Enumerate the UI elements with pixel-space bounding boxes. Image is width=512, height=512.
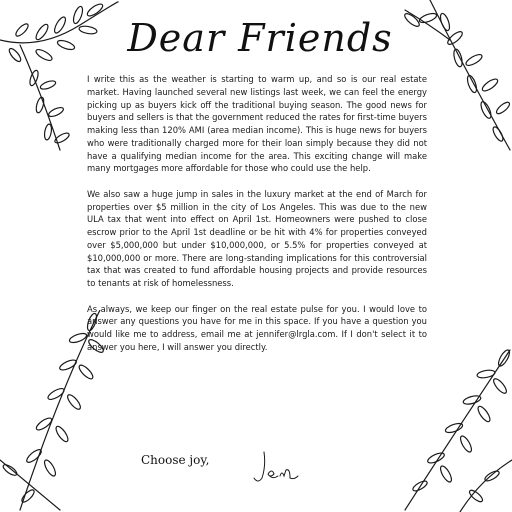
letter-paragraph: As always, we keep our finger on the real estate pulse for you. I would love to answer any questions you have for me in this space. If you have a question you would like me to address, email me at jennifer@lrgla.com. If I don't select it to answer you here, I will answer you directly. — [87, 303, 427, 352]
signature — [250, 448, 300, 488]
letter-closing: Choose joy, — [141, 453, 210, 467]
letter-title: Dear Friends — [127, 16, 393, 60]
letter-body — [87, 73, 427, 366]
letter-paragraph: We also saw a huge jump in sales in the luxury market at the end of March for properties over $5 million in the city of Los Angeles. This was due to the new ULA tax that went into effect on April 1st. Homeowners were pushed to close escrow prior to the April 1st deadline or be hit with 4% for properties conveyed over $5,000,000 but under $10,000,000, or 5.5% for properties conveyed at $10,000,000 or more. There are long-standing implications for this controversial tax that was created to fund affordable housing projects and provide resources to tenants at risk of homelessness. — [87, 188, 427, 288]
letter-paragraph: I write this as the weather is starting to warm up, and so is our real estate market. Having launched several new listings last week, we can feel the energy picking up as buyers kick off the traditional buying season. The good news for buyers and sellers is that the government reduced the rates for first-time buyers making less than 120% AMI (area median income). This is huge news for buyers who were traditionally charged more for their loan simply because they did not have a qualifying median income for the area. This exciting change will make many mortgages more affordable for those who could use the help. — [87, 74, 427, 174]
